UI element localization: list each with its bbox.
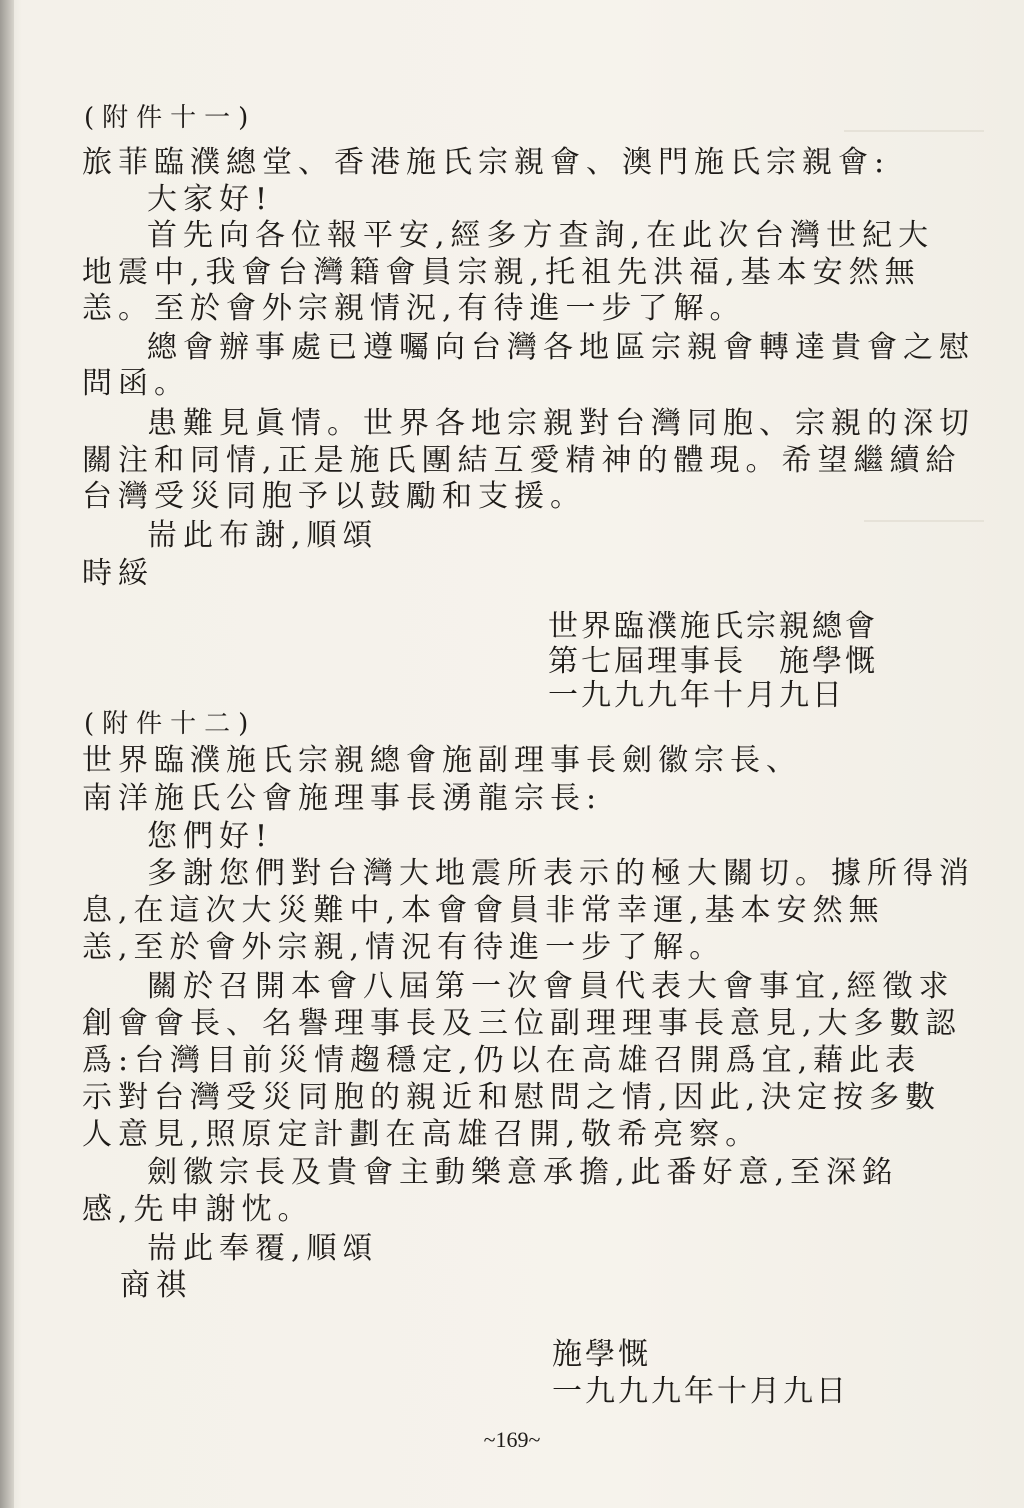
paragraph-line: 創會會長、名譽理事長及三位副理理事長意見,大多數認 — [82, 1006, 962, 1041]
paragraph-line: 多謝您們對台灣大地震所表示的極大關切。據所得消 — [147, 856, 975, 891]
paragraph-line: 爲:台灣目前災情趨穩定,仍以在高雄召開爲宜,藉此表 — [82, 1043, 922, 1078]
paragraph-line: 示對台灣受災同胞的親近和慰問之情,因此,決定按多數 — [82, 1080, 942, 1115]
signature-organization: 世界臨濮施氏宗親總會 — [548, 609, 878, 644]
attachment-12-label: (附件十二) — [84, 709, 257, 739]
attachment-11-greeting: 大家好! — [147, 182, 274, 217]
paragraph-line: 關注和同情,正是施氏團結互愛精神的體現。希望繼續給 — [82, 443, 962, 478]
attachment-11-closing: 耑此布謝,順頌 — [147, 518, 379, 553]
signature-date: 一九九九年十月九日 — [552, 1374, 849, 1409]
bleed-through-mark — [844, 130, 984, 132]
attachment-11-blessing: 時綏 — [82, 556, 154, 591]
attachment-12-addressee: 南洋施氏公會施理事長湧龍宗長: — [82, 781, 603, 816]
paragraph-line: 恙,至於會外宗親,情況有待進一步了解。 — [82, 930, 726, 965]
paragraph-line: 恙。至於會外宗親情況,有待進一步了解。 — [82, 291, 746, 326]
attachment-12-blessing: 商祺 — [120, 1268, 192, 1303]
paragraph-line: 總會辦事處已遵囑向台灣各地區宗親會轉達貴會之慰 — [147, 330, 975, 365]
paragraph-line: 問函。 — [82, 366, 190, 401]
attachment-11-addressee: 旅菲臨濮總堂、香港施氏宗親會、澳門施氏宗親會: — [82, 145, 891, 180]
paragraph-line: 地震中,我會台灣籍會員宗親,托祖先洪福,基本安然無 — [82, 255, 921, 290]
paragraph-line: 首先向各位報平安,經多方查詢,在此次台灣世紀大 — [147, 218, 935, 253]
book-spine-shadow — [0, 0, 14, 1508]
attachment-12-greeting: 您們好! — [147, 819, 274, 854]
paragraph-line: 關於召開本會八屆第一次會員代表大會事宜,經徵求 — [147, 969, 955, 1004]
paragraph-line: 患難見眞情。世界各地宗親對台灣同胞、宗親的深切 — [147, 406, 975, 441]
paragraph-line: 息,在這次大災難中,本會會員非常幸運,基本安然無 — [82, 893, 885, 928]
paragraph-line: 台灣受災同胞予以鼓勵和支援。 — [82, 479, 586, 514]
paragraph-line: 人意見,照原定計劃在高雄召開,敬希亮察。 — [82, 1117, 762, 1152]
paragraph-line: 劍徽宗長及貴會主動樂意承擔,此番好意,至深銘 — [147, 1155, 899, 1190]
bleed-through-mark — [864, 520, 984, 522]
attachment-12-addressee: 世界臨濮施氏宗親總會施副理事長劍徽宗長、 — [82, 743, 802, 778]
signature-title: 第七屆理事長 施學慨 — [548, 644, 878, 679]
attachment-11-label: (附件十一) — [84, 103, 257, 133]
attachment-12-closing: 耑此奉覆,順頌 — [147, 1231, 379, 1266]
page-number: ~169~ — [483, 1427, 541, 1452]
signature-date: 一九九九年十月九日 — [548, 678, 845, 713]
signature-name: 施學慨 — [552, 1337, 651, 1372]
paragraph-line: 感,先申謝忱。 — [82, 1192, 314, 1227]
